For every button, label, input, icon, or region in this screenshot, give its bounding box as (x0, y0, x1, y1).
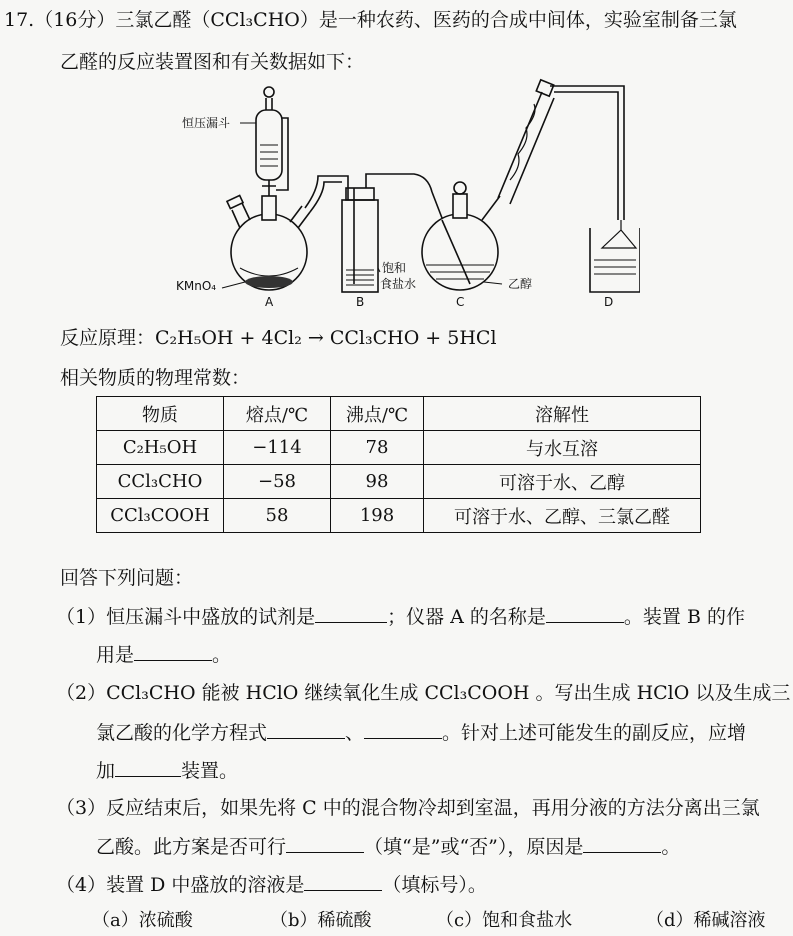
q1-text-a: （1）恒压漏斗中盛放的试剂是 (56, 606, 316, 628)
q3-text-b: 乙酸。此方案是否可行 (96, 836, 287, 858)
letter-a: A (265, 295, 274, 309)
condenser (498, 80, 624, 220)
beaker-d (590, 220, 640, 292)
reaction-prefix: 反应原理： (60, 327, 156, 349)
answer-blank[interactable] (546, 604, 624, 623)
q3-line-1: （3）反应结束后，如果先将 C 中的混合物冷却到室温，再用分液的方法分离出三氯 (56, 797, 760, 819)
question-intro-2: 乙醛的反应装置图和有关数据如下： (60, 51, 365, 73)
q2-text-b: 氯乙酸的化学方程式 (96, 722, 268, 744)
q1-line-2 (96, 642, 231, 667)
q1-text-d: 用是 (96, 644, 135, 666)
question-header (4, 8, 737, 32)
apparatus-diagram (170, 70, 640, 318)
question-intro-1: （16分）三氯乙醛（CCl₃CHO）是一种农药、医药的合成中间体，实验室制备三氯 (34, 9, 737, 31)
table-cell: −58 (224, 465, 331, 499)
letter-d: D (604, 295, 614, 309)
table-row (97, 431, 701, 465)
table-cell: 78 (331, 431, 424, 465)
table-header: 物质 (97, 397, 224, 431)
table-cell: 58 (224, 499, 331, 533)
answer-prompt: 回答下列问题： (60, 567, 194, 589)
table-header: 熔点/℃ (224, 397, 331, 431)
saline-label-1: 饱和 (382, 261, 407, 275)
q2-text-d: 。针对上述可能发生的副反应，应增 (442, 722, 747, 744)
q4-line-1 (56, 872, 487, 897)
q1-line-1 (56, 604, 745, 629)
physical-constants-table (96, 396, 701, 533)
q4-text-b: （填标号）。 (382, 874, 487, 896)
option-d[interactable]: （d）稀碱溶液 (646, 910, 766, 931)
kmno4-label: KMnO₄ (176, 279, 217, 293)
answer-blank[interactable] (286, 834, 364, 853)
table-header-row (97, 397, 701, 431)
q2-text-c: 、 (345, 722, 365, 744)
table-header: 溶解性 (424, 397, 701, 431)
answer-blank[interactable] (315, 604, 387, 623)
reaction-principle (60, 326, 497, 350)
q1-text-b: ；仪器 A 的名称是 (387, 606, 546, 628)
table-cell: 可溶于水、乙醇 (424, 465, 701, 499)
q2-text-e: 加 (96, 760, 116, 782)
table-cell: 98 (331, 465, 424, 499)
q3-line-2 (96, 834, 680, 859)
q2-line-2 (96, 720, 746, 745)
option-a[interactable]: （a）浓硫酸 (92, 910, 193, 931)
letter-c: C (456, 295, 465, 309)
answer-blank[interactable] (115, 758, 181, 777)
reaction-equation: C₂H₅OH + 4Cl₂ → CCl₃CHO + 5HCl (155, 327, 497, 349)
table-cell: −114 (224, 431, 331, 465)
q1-text-e: 。 (212, 644, 232, 666)
pressure-funnel (256, 87, 288, 196)
q2-line-1: （2）CCl₃CHO 能被 HClO 继续氧化生成 CCl₃COOH 。写出生成 HClO 以及生成三 (56, 682, 791, 704)
table-cell: C₂H₅OH (97, 431, 224, 465)
table-cell: CCl₃COOH (97, 499, 224, 533)
table-cell: 与水互溶 (424, 431, 701, 465)
question-number: 17. (4, 9, 35, 31)
table-row (97, 465, 701, 499)
saline-label-2: 食盐水 (380, 277, 417, 291)
table-header: 沸点/℃ (331, 397, 424, 431)
flask-c (422, 182, 500, 290)
q1-text-c: 。装置 B 的作 (623, 606, 745, 628)
answer-blank[interactable] (134, 642, 212, 661)
option-b[interactable]: （b）稀硫酸 (270, 910, 372, 931)
q3-text-c: （填“是”或“否”），原因是 (364, 836, 584, 858)
table-cell: 可溶于水、乙醇、三氯乙醛 (424, 499, 701, 533)
table-cell: CCl₃CHO (97, 465, 224, 499)
q2-text-f: 装置。 (181, 760, 239, 782)
option-c[interactable]: （c）饱和食盐水 (436, 910, 573, 931)
q3-text-d: 。 (661, 836, 681, 858)
q4-text-a: （4）装置 D 中盛放的溶液是 (56, 874, 305, 896)
table-cell: 198 (331, 499, 424, 533)
answer-blank[interactable] (267, 720, 345, 739)
ethanol-label: 乙醇 (508, 277, 533, 291)
constants-title: 相关物质的物理常数： (60, 367, 251, 389)
answer-blank[interactable] (583, 834, 661, 853)
q2-line-3 (96, 758, 238, 783)
answer-blank[interactable] (304, 872, 382, 891)
funnel-label: 恒压漏斗 (182, 116, 231, 130)
answer-blank[interactable] (364, 720, 442, 739)
letter-b: B (356, 295, 365, 309)
table-row (97, 499, 701, 533)
flask-a (227, 195, 310, 290)
